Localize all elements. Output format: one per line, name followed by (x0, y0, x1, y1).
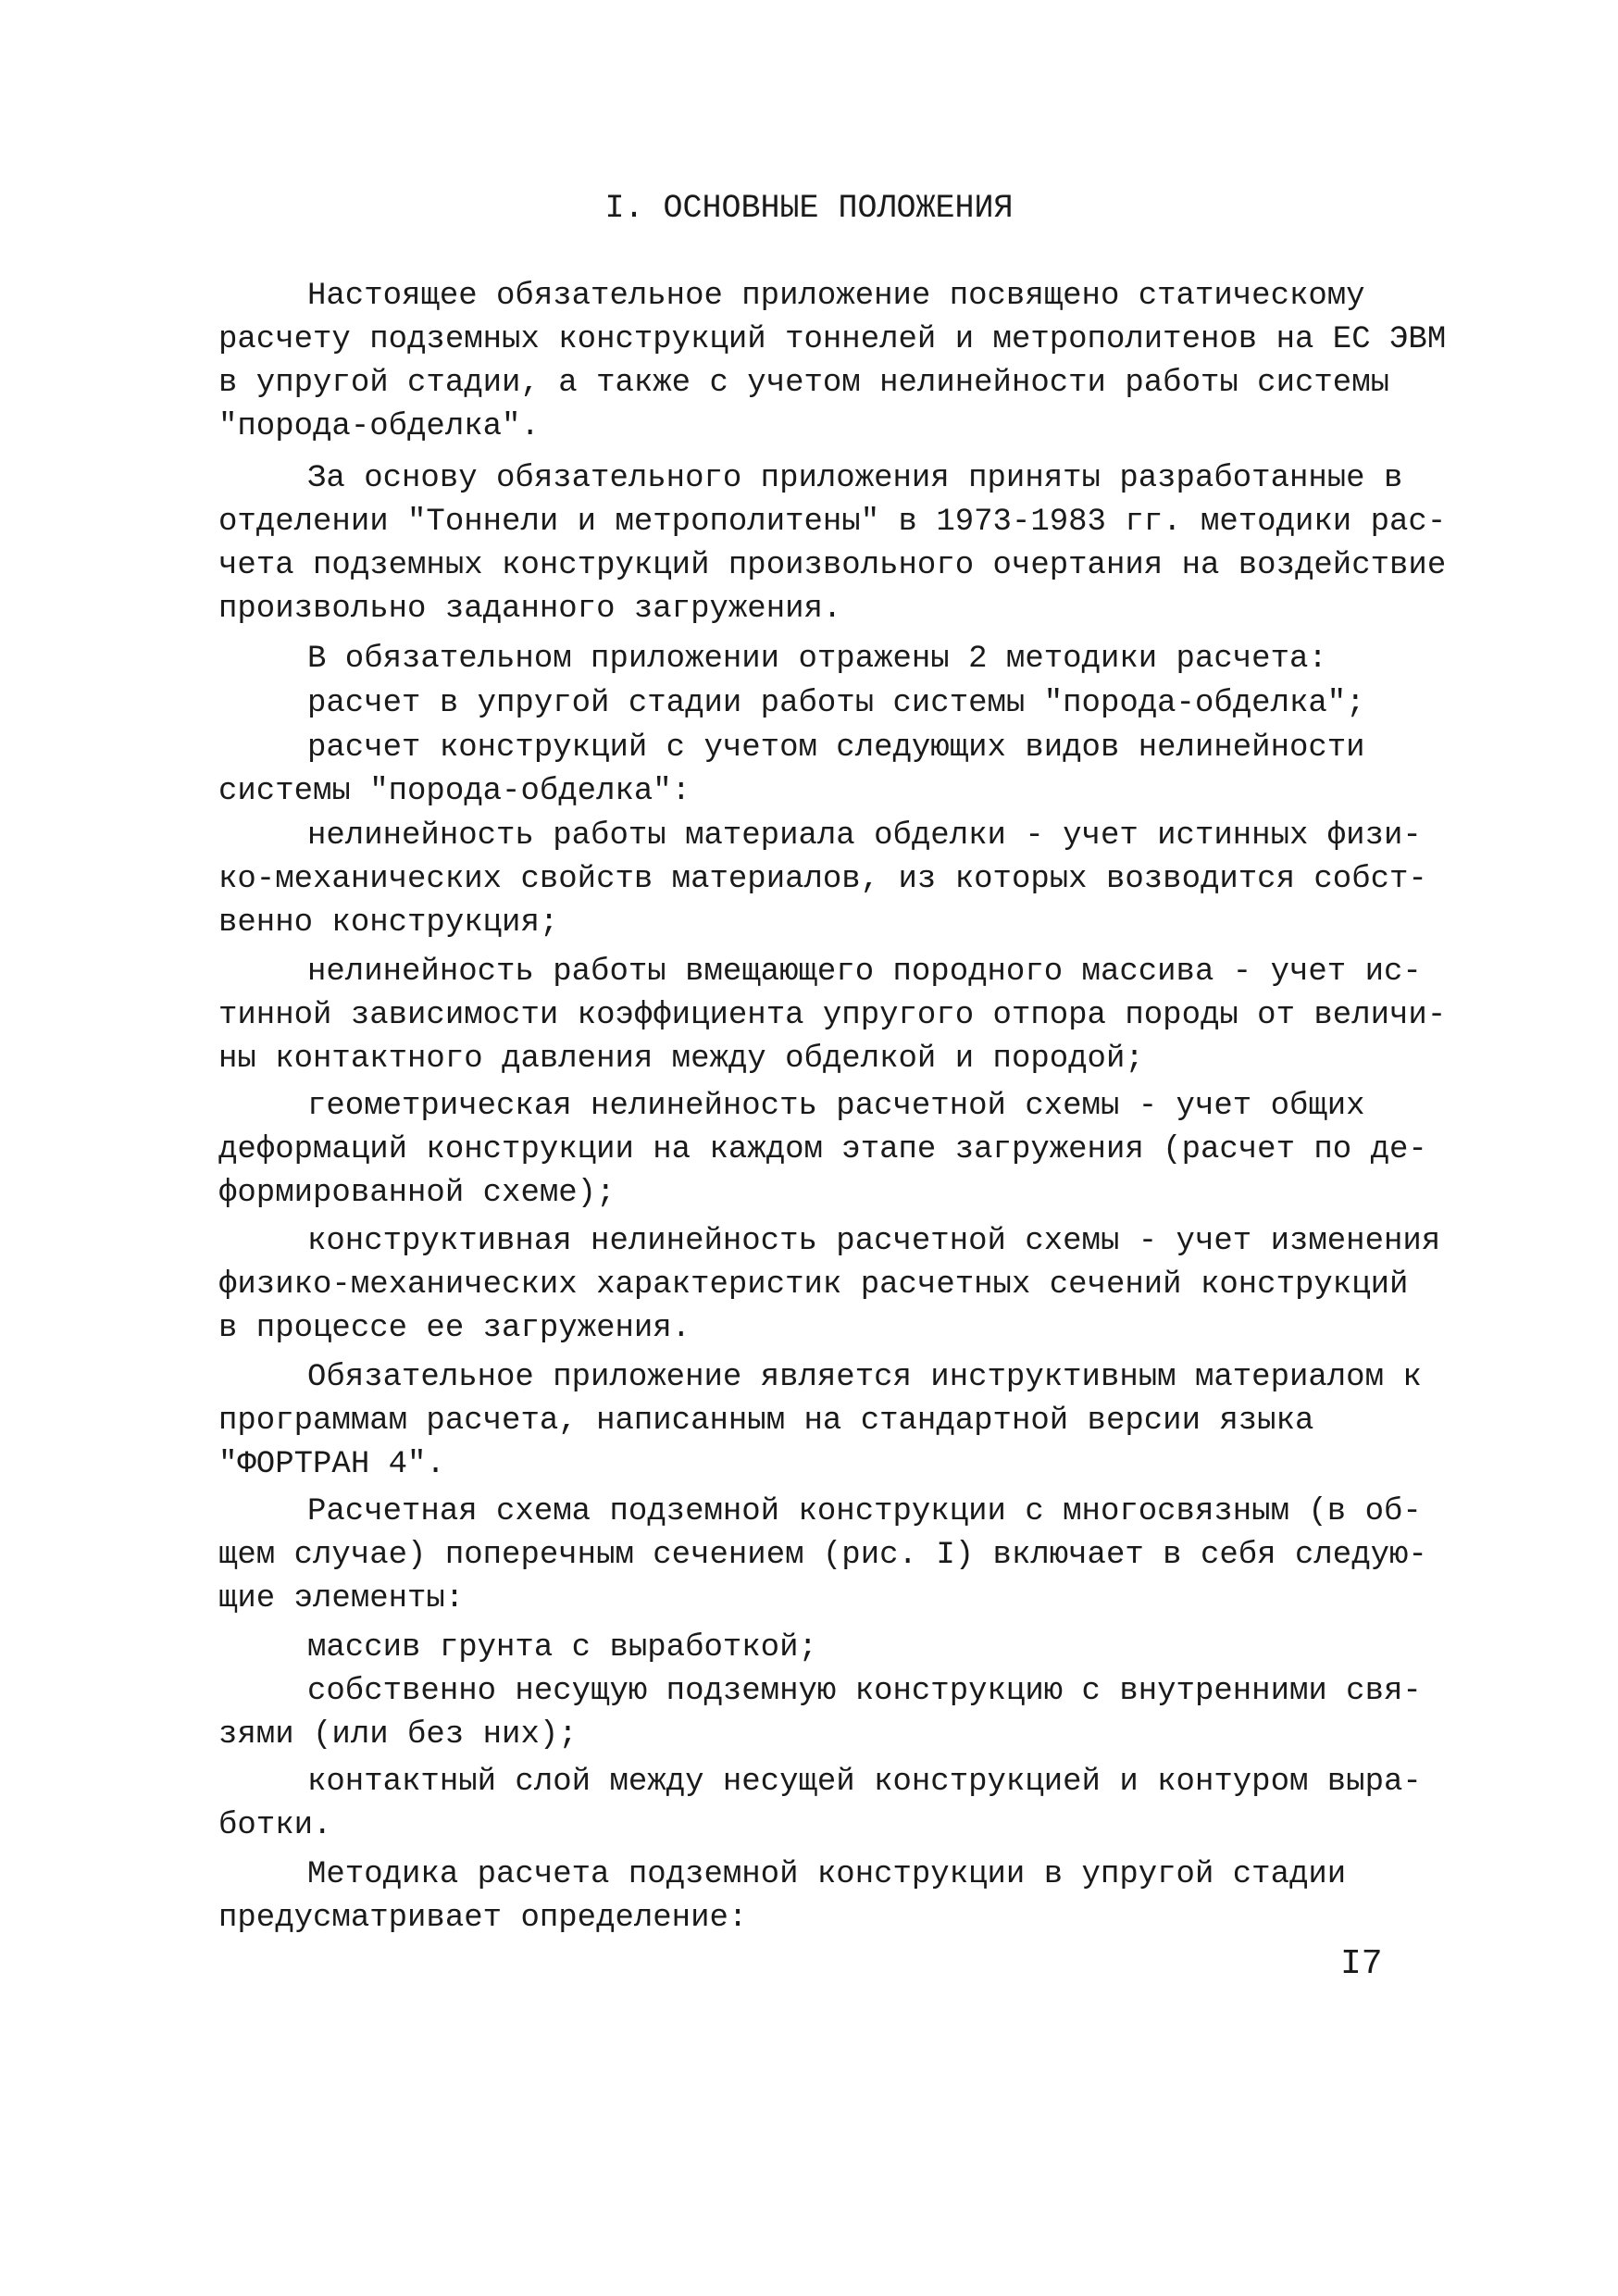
text-line: нелинейность работы вмещающего породного массива - учет ис- (307, 955, 1422, 990)
text-line: "ФОРТРАН 4". (218, 1447, 445, 1482)
text-line: ны контактного давления между обделкой и породой; (218, 1042, 1144, 1077)
text-line: За основу обязательного приложения приняты разработанные в (307, 461, 1403, 496)
text-line: программам расчета, написанным на стандартной версии языка (218, 1404, 1314, 1439)
text-line: предусматривает определение: (218, 1901, 748, 1936)
text-line: массив грунта с выработкой; (307, 1630, 817, 1666)
text-line: деформаций конструкции на каждом этапе загружения (расчет по де- (218, 1132, 1427, 1167)
text-line: Расчетная схема подземной конструкции с многосвязным (в об- (307, 1494, 1422, 1529)
text-line: щие элементы: (218, 1581, 465, 1616)
text-line: физико-механических характеристик расчетных сечений конструкций (218, 1267, 1409, 1303)
page-number: I7 (1340, 1944, 1383, 1984)
section-heading: I. ОСНОВНЫЕ ПОЛОЖЕНИЯ (604, 190, 1014, 227)
text-line: венно конструкция; (218, 905, 559, 941)
text-line: Методика расчета подземной конструкции в упругой стадии (307, 1857, 1347, 1892)
text-line: "порода-обделка". (218, 409, 540, 444)
text-line: отделении "Тоннели и метрополитены" в 1973-1983 гг. методики рас- (218, 505, 1447, 540)
text-line: Настоящее обязательное приложение посвящено статическому (307, 279, 1365, 314)
text-line: системы "порода-обделка": (218, 774, 691, 809)
text-line: ко-механических свойств материалов, из которых возводится собст- (218, 862, 1427, 897)
text-line: Обязательное приложение является инструктивным материалом к (307, 1360, 1422, 1395)
text-line: конструктивная нелинейность расчетной схемы - учет изменения (307, 1224, 1441, 1259)
text-line: формированной схеме); (218, 1176, 616, 1211)
text-line: щем случае) поперечным сечением (рис. I) включает в себя следую- (218, 1538, 1427, 1573)
text-line: в процессе ее загружения. (218, 1311, 691, 1346)
text-line: тинной зависимости коэффициента упругого отпора породы от величи- (218, 998, 1447, 1033)
text-line: нелинейность работы материала обделки - учет истинных физи- (307, 818, 1422, 854)
text-line: расчету подземных конструкций тоннелей и метрополитенов на ЕС ЭВМ (218, 322, 1447, 357)
text-line: собственно несущую подземную конструкцию с внутренними свя- (307, 1674, 1422, 1709)
text-line: расчет конструкций с учетом следующих видов нелинейности (307, 730, 1365, 766)
text-line: ботки. (218, 1808, 332, 1843)
text-line: в упругой стадии, а также с учетом нелинейности работы системы (218, 366, 1390, 401)
text-line: чета подземных конструкций произвольного очертания на воздействие (218, 548, 1447, 583)
text-line: произвольно заданного загружения. (218, 592, 842, 627)
text-line: геометрическая нелинейность расчетной схемы - учет общих (307, 1089, 1365, 1124)
text-line: контактный слой между несущей конструкцией и контуром выра- (307, 1765, 1422, 1800)
text-line: расчет в упругой стадии работы системы "порода-обделка"; (307, 686, 1365, 721)
text-line: В обязательном приложении отражены 2 методики расчета: (307, 642, 1327, 677)
text-line: зями (или без них); (218, 1717, 578, 1753)
